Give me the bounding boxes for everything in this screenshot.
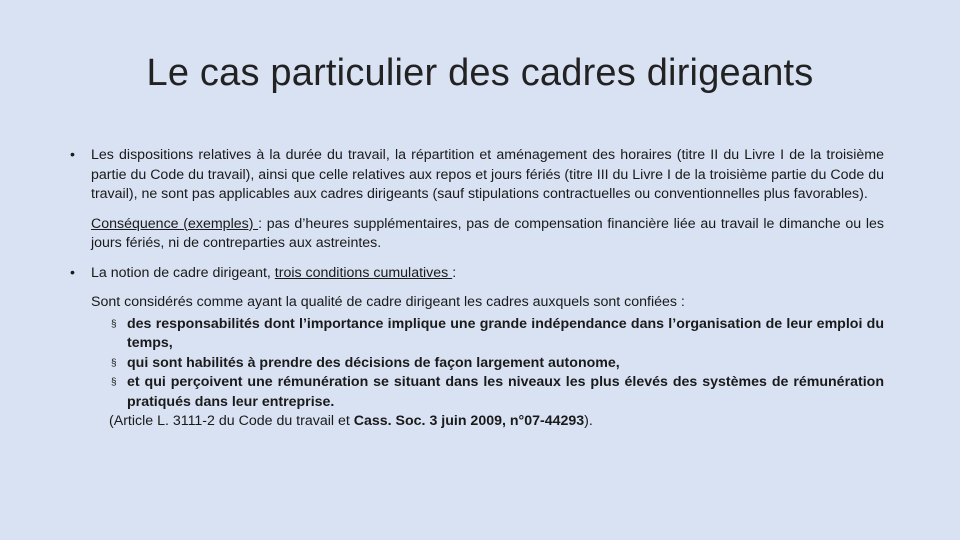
condition-item: [70, 354, 884, 374]
condition-text: et qui perçoivent une rémunération se situant dans les niveaux les plus élevés des systèmes de rémunération pratiqués dans leur entreprise.: [127, 374, 884, 410]
condition-text: qui sont habilités à prendre des décisions de façon largement autonome,: [127, 354, 620, 371]
condition-text: des responsabilités dont l’importance implique une grande indépendance dans l’organisation de leur emploi du temps,: [127, 315, 884, 351]
consequence-paragraph: [70, 215, 884, 254]
consequence-label: Conséquence (exemples): [91, 215, 259, 232]
sub-marker: §: [111, 357, 117, 369]
reference-prefix: (Article L. 3111-2 du Code du travail et: [109, 413, 354, 429]
bullet-notion-underlined: trois conditions cumulatives: [274, 264, 453, 281]
bullet-notion-intro: La notion de cadre dirigeant,: [91, 264, 275, 281]
slide-body: [70, 146, 884, 432]
slide-title: Le cas particulier des cadres dirigeants: [146, 52, 814, 94]
sub-marker: §: [111, 377, 117, 388]
bullet-marker: •: [70, 264, 75, 281]
bullet-notion: [70, 264, 884, 284]
sub-marker: §: [111, 318, 117, 330]
consequence-text: : pas d’heures supplémentaires, pas de compensation financière liée au travail le dimanche ou les jours fériés, ni de contreparties aux astreintes.: [91, 215, 884, 251]
bullet-marker: •: [70, 147, 75, 163]
conditions-intro: Sont considérés comme ayant la qualité de cadre dirigeant les cadres auxquels sont confiées :: [91, 294, 685, 310]
condition-item: [70, 315, 884, 354]
reference-case: Cass. Soc. 3 juin 2009, n°07-44293: [353, 413, 585, 429]
reference-suffix: ).: [584, 413, 593, 429]
bullet-dispositions-text: Les dispositions relatives à la durée du travail, la répartition et aménagement des horaires (titre II du Livre I de la troisième partie du Code du travail), ainsi que celle relatives aux repos et jours fériés (titre III du Livre I de la troisième partie du Code du travail), ne sont pas applicables aux cadres dirigeants (sauf stipulations contractuelles ou conventionnelles plus favorables).: [91, 147, 884, 202]
bullet-dispositions: [70, 146, 884, 205]
condition-item: [70, 373, 884, 412]
legal-reference: [70, 412, 884, 432]
bullet-notion-after: :: [452, 264, 457, 281]
